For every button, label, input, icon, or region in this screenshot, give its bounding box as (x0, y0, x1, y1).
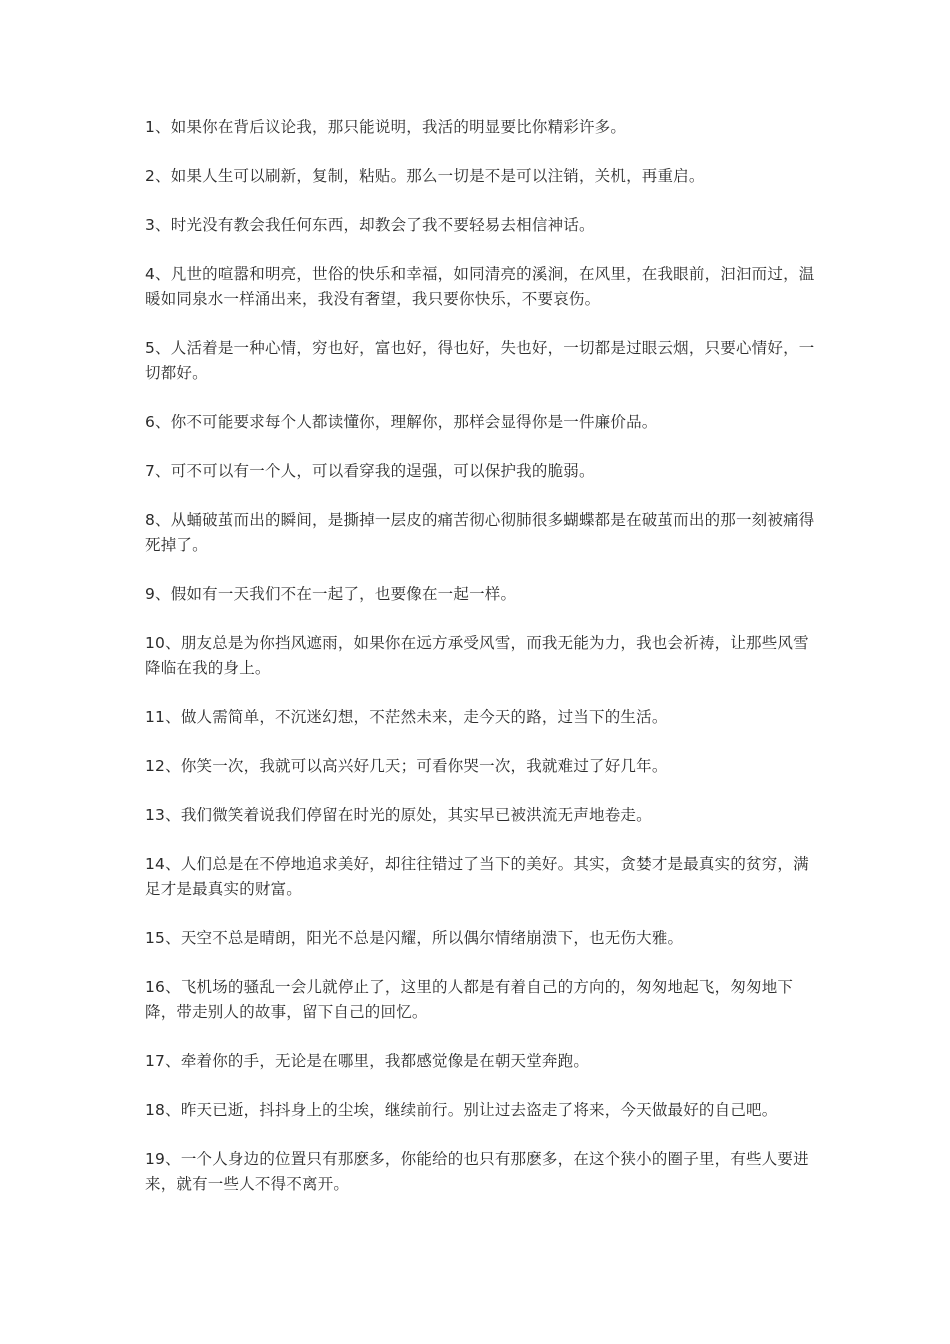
paragraph-10: 10、朋友总是为你挡风遮雨，如果你在远方承受风雪，而我无能为力，我也会祈祷，让那些风雪降临在我的身上。 (145, 634, 809, 677)
paragraph-19: 19、一个人身边的位置只有那麽多，你能给的也只有那麽多，在这个狭小的圈子里，有些人要进来，就有一些人不得不离开。 (145, 1150, 809, 1193)
document-body (145, 115, 815, 1221)
paragraph-3: 3、时光没有教会我任何东西，却教会了我不要轻易去相信神话。 (145, 216, 595, 234)
paragraph-8: 8、从蛹破茧而出的瞬间，是撕掉一层皮的痛苦彻心彻肺很多蝴蝶都是在破茧而出的那一刻被痛得死掉了。 (145, 511, 815, 554)
paragraph-14: 14、人们总是在不停地追求美好，却往往错过了当下的美好。其实，贪婪才是最真实的贫穷，满足才是最真实的财富。 (145, 855, 809, 898)
paragraph-1: 1、如果你在背后议论我，那只能说明，我活的明显要比你精彩许多。 (145, 118, 627, 136)
paragraph-13: 13、我们微笑着说我们停留在时光的原处，其实早已被洪流无声地卷走。 (145, 806, 652, 824)
paragraph-5: 5、人活着是一种心情，穷也好，富也好，得也好，失也好，一切都是过眼云烟，只要心情好，一切都好。 (145, 339, 815, 382)
paragraph-9: 9、假如有一天我们不在一起了，也要像在一起一样。 (145, 585, 517, 603)
paragraph-15: 15、天空不总是晴朗，阳光不总是闪耀，所以偶尔情绪崩溃下，也无伤大雅。 (145, 929, 684, 947)
paragraph-12: 12、你笑一次，我就可以高兴好几天；可看你哭一次，我就难过了好几年。 (145, 757, 668, 775)
paragraph-18: 18、昨天已逝，抖抖身上的尘埃，继续前行。别让过去盗走了将来，今天做最好的自己吧。 (145, 1101, 778, 1119)
paragraph-11: 11、做人需简单，不沉迷幻想，不茫然未来，走今天的路，过当下的生活。 (145, 708, 668, 726)
paragraph-17: 17、牵着你的手，无论是在哪里，我都感觉像是在朝天堂奔跑。 (145, 1052, 590, 1070)
paragraph-4: 4、凡世的喧嚣和明亮，世俗的快乐和幸福，如同清亮的溪涧，在风里，在我眼前，汩汩而过，温暖如同泉水一样涌出来，我没有奢望，我只要你快乐，不要哀伤。 (145, 265, 815, 308)
paragraph-6: 6、你不可能要求每个人都读懂你，理解你，那样会显得你是一件廉价品。 (145, 413, 658, 431)
paragraph-7: 7、可不可以有一个人，可以看穿我的逞强，可以保护我的脆弱。 (145, 462, 595, 480)
paragraph-2: 2、如果人生可以刷新，复制，粘贴。那么一切是不是可以注销，关机，再重启。 (145, 167, 705, 185)
paragraph-16: 16、飞机场的骚乱一会儿就停止了，这里的人都是有着自己的方向的，匆匆地起飞，匆匆地下降，带走别人的故事，留下自己的回忆。 (145, 978, 794, 1021)
